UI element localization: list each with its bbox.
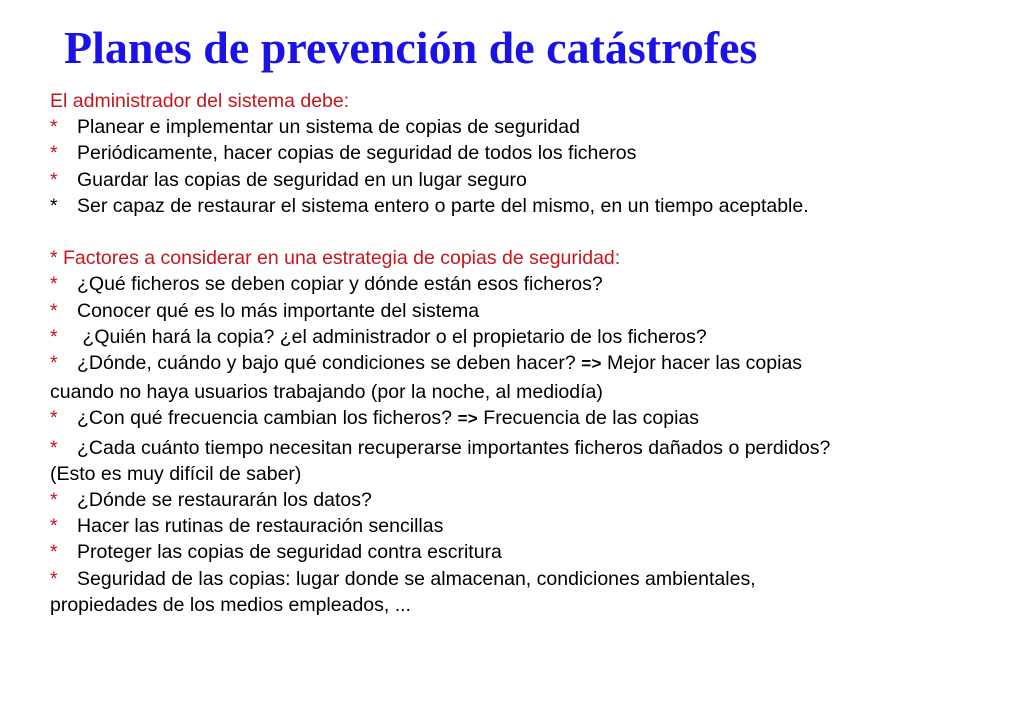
list-item — [50, 405, 990, 434]
bullet-star: * — [50, 489, 58, 512]
list-item-text: Proteger las copias de seguridad contra escritura — [77, 541, 502, 564]
bullet-star: * — [50, 194, 58, 217]
list-item — [50, 114, 990, 140]
list-item-text: Conocer qué es lo más importante del sistema — [77, 299, 480, 322]
slide-body — [50, 88, 990, 618]
bullet-star: * — [50, 116, 58, 139]
list-item-text: Guardar las copias de seguridad en un lugar seguro — [77, 168, 527, 191]
list-item — [50, 487, 990, 513]
list-item-text: ¿Con qué frecuencia cambian los ficheros? — [77, 407, 453, 430]
list-item-text: Frecuencia de las copias — [483, 407, 699, 430]
bullet-star: * — [50, 142, 58, 165]
bullet-star: * — [50, 273, 58, 296]
bullet-star: * — [50, 515, 58, 538]
spacer — [50, 219, 990, 245]
list-item-continuation: propiedades de los medios empleados, ... — [50, 593, 411, 616]
list-item — [50, 193, 990, 219]
list-item-text: Hacer las rutinas de restauración sencillas — [77, 515, 444, 538]
list-item — [50, 350, 990, 379]
list-item-text: ¿Qué ficheros se deben copiar y dónde están esos ficheros? — [77, 273, 603, 296]
bullet-star: * — [50, 352, 58, 375]
list-item-text: ¿Dónde, cuándo y bajo qué condiciones se deben hacer? — [77, 352, 576, 375]
list-item-continuation: cuando no haya usuarios trabajando (por la noche, al mediodía) — [50, 381, 603, 404]
list-item — [50, 539, 990, 565]
slide-title: Planes de prevención de catástrofes — [64, 22, 758, 73]
bullet-star: * — [50, 541, 58, 564]
list-item — [50, 513, 990, 539]
list-item-text: ¿Quién hará la copia? ¿el administrador o el propietario de los ficheros? — [77, 325, 707, 348]
arrow-symbol: => — [457, 411, 478, 431]
list-item-continuation: (Esto es muy difícil de saber) — [50, 462, 302, 485]
bullet-star: * — [50, 299, 58, 322]
list-item — [50, 167, 990, 193]
bullet-star: * — [50, 325, 58, 348]
section-heading-admin: El administrador del sistema debe: — [50, 90, 350, 112]
list-item — [50, 435, 990, 461]
bullet-star: * — [50, 407, 58, 430]
list-item-text: Mejor hacer las copias — [606, 352, 803, 375]
list-item-text: Periódicamente, hacer copias de seguridad de todos los ficheros — [77, 142, 637, 165]
list-item — [50, 324, 990, 350]
arrow-symbol: => — [581, 356, 602, 376]
list-item — [50, 271, 990, 297]
list-item — [50, 566, 990, 592]
bullet-star: * — [50, 436, 58, 459]
list-item-text: ¿Dónde se restaurarán los datos? — [77, 489, 372, 512]
section-heading-factors: * Factores a considerar en una estrategia de copias de seguridad: — [50, 247, 621, 270]
list-item — [50, 140, 990, 166]
list-item-text: Ser capaz de restaurar el sistema entero o parte del mismo, en un tiempo aceptable. — [77, 194, 809, 217]
list-item-text: Seguridad de las copias: lugar donde se almacenan, condiciones ambientales, — [77, 567, 756, 590]
list-item-text: Planear e implementar un sistema de copias de seguridad — [77, 116, 580, 139]
list-item — [50, 298, 990, 324]
list-item-text: ¿Cada cuánto tiempo necesitan recuperarse importantes ficheros dañados o perdidos? — [77, 436, 831, 459]
bullet-star: * — [50, 168, 58, 191]
bullet-star: * — [50, 567, 58, 590]
